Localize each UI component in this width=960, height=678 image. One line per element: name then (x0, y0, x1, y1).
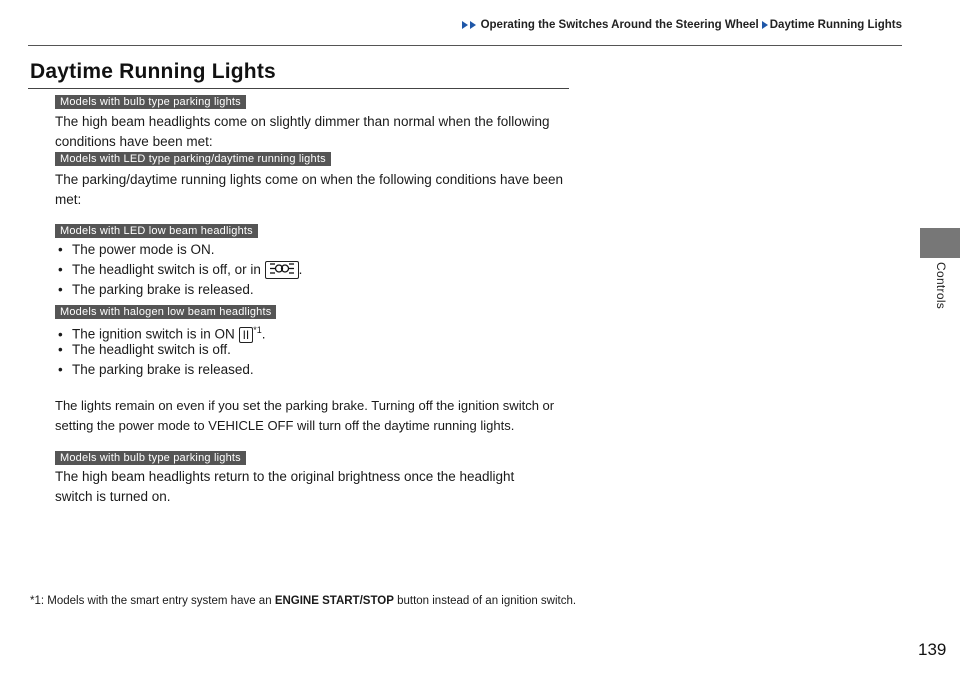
page-title: Daytime Running Lights (30, 60, 276, 83)
paragraph: The high beam headlights come on slightly dimmer than normal when the following conditions have been met: (55, 114, 550, 149)
arrow-icon (762, 21, 768, 29)
breadcrumb-item-current[interactable]: Daytime Running Lights (769, 19, 902, 31)
bullet-icon: • (58, 342, 63, 357)
list-item (58, 280, 254, 300)
footnote-text: button instead of an ignition switch. (397, 595, 577, 607)
list-item-text: The headlight switch is off, or in (72, 262, 261, 277)
bullet-icon: • (58, 362, 63, 377)
model-tag: Models with LED type parking/daytime running lights (55, 152, 331, 166)
ignition-position-icon: II (239, 327, 254, 343)
breadcrumb-item[interactable]: Operating the Switches Around the Steering Wheel (480, 19, 759, 31)
bullet-icon: • (58, 282, 63, 297)
title-divider (28, 88, 569, 89)
footnote-ref[interactable]: *1 (253, 325, 262, 335)
model-tag: Models with bulb type parking lights (55, 451, 246, 465)
list-item (58, 360, 254, 380)
list-item (58, 240, 215, 260)
paragraph: The high beam headlights return to the original brightness once the headlight switch is turned on. (55, 469, 515, 504)
breadcrumb (462, 19, 902, 31)
model-tag: Models with halogen low beam headlights (55, 305, 276, 319)
list-item-text: The power mode is ON. (72, 242, 215, 257)
list-item-text: The headlight switch is off. (72, 342, 231, 357)
footnote (30, 591, 590, 612)
list-item (58, 340, 231, 360)
period-text: . (261, 326, 266, 342)
section-tab-label: Controls (934, 262, 948, 310)
header-divider (28, 45, 902, 46)
arrow-icon (462, 21, 468, 29)
arrow-icon (470, 21, 476, 29)
bullet-icon: • (58, 262, 63, 277)
list-item (58, 260, 302, 280)
model-tag: Models with LED low beam headlights (55, 224, 258, 238)
list-item-text: The parking brake is released. (72, 362, 254, 377)
footnote-text: *1: Models with the smart entry system have an (30, 595, 272, 607)
paragraph: The parking/daytime running lights come on when the following conditions have been met: (55, 172, 564, 207)
section-tab[interactable] (920, 228, 960, 258)
period-text: . (298, 262, 303, 277)
page-number: 139 (918, 640, 947, 659)
footnote-bold-text: ENGINE START/STOP (274, 595, 394, 607)
list-item-text: The ignition switch is in ON (72, 326, 235, 342)
model-tag: Models with bulb type parking lights (55, 95, 246, 109)
headlight-icon (265, 261, 299, 279)
list-item-text: The parking brake is released. (72, 282, 254, 297)
bullet-icon: • (58, 242, 63, 257)
bullet-icon: • (58, 326, 63, 342)
paragraph: The lights remain on even if you set the parking brake. Turning off the ignition switch or setting the power mode to VEHICLE OFF will turn off the daytime running lights. (55, 398, 555, 433)
